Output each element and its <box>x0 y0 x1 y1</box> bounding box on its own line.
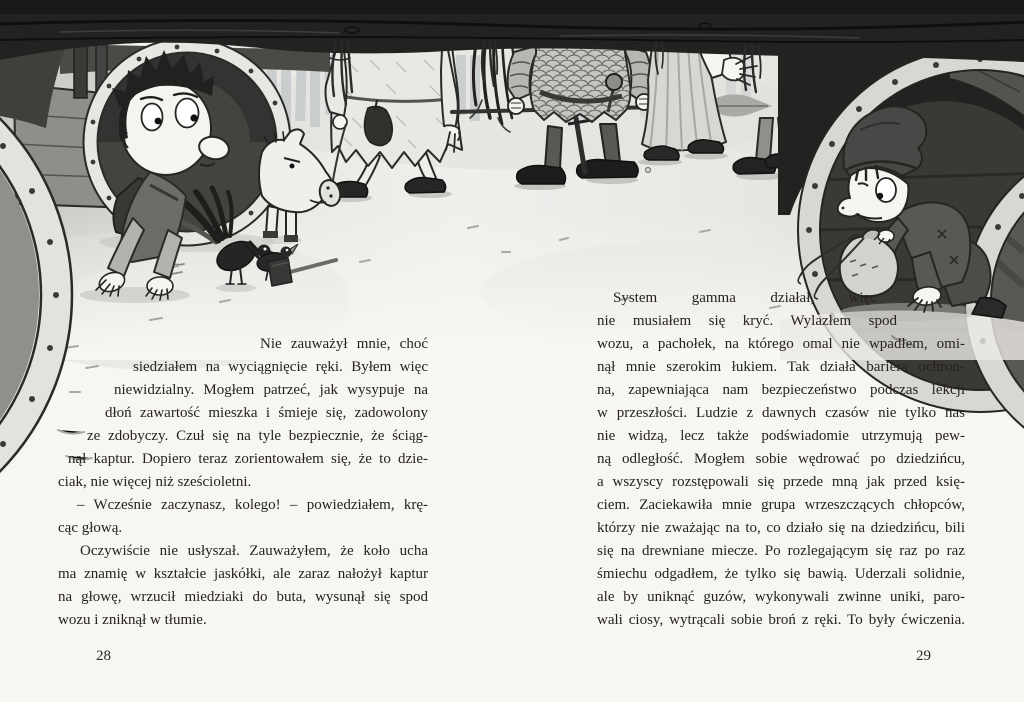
robe-shoe <box>688 140 723 153</box>
text-line: nie musiałem się kryć. Wylazłem spod <box>597 313 897 329</box>
text-line: Oczywiście nie usłyszał. Zauważyłem, że koło ucha <box>80 543 428 559</box>
text-line: się na drewniane miecze. Po rozlegającym się raz po raz <box>597 543 965 559</box>
text-line: Nie zauważył mnie, choć <box>260 336 428 352</box>
beggar-shoe <box>405 178 446 193</box>
guard-boot <box>517 166 566 184</box>
text-line: wali ciosy, wytrącali sobie broń z ręki. To były ćwiczenia. <box>597 612 965 628</box>
text-line: na głowę, wrzucił miedziaki do buta, wysunął się spod <box>58 589 428 605</box>
text-line: którzy nie zważając na to, co działo się na dziedzińcu, bili <box>597 520 965 536</box>
text-line: ciem. Zaciekawiła mnie grupa wrzeszczących chłopców, <box>597 497 965 513</box>
text-line: a wszyscy rozstępowali się przede mną jak przed księ- <box>597 474 965 490</box>
text-line: nie widzą, lecz także podświadomie utrzymują pew- <box>597 428 965 444</box>
text-line: cąc głową. <box>58 520 123 536</box>
text-line: siedziałem na wyciągnięcie ręki. Byłem więc <box>133 359 428 375</box>
page-number-right: 29 <box>916 648 931 664</box>
text-line: niewidzialny. Mogłem patrzeć, jak wysypuje na <box>114 382 428 398</box>
left-page-text <box>58 333 428 632</box>
text-line: na, zapewniająca nam bezpieczeństwo podczas lekcji <box>597 382 965 398</box>
text-line: System gamma działał, więc <box>613 290 877 306</box>
text-line: nął mnie szerokim łukiem. Tak działa bariera ochron- <box>597 359 965 375</box>
text-line: ale by uniknąć guzów, wykonywali zwinne uniki, paro- <box>597 589 965 605</box>
right-page-text <box>597 287 965 632</box>
text-line: – Wcześnie zaczynasz, kolego! – powiedziałem, krę- <box>77 497 428 513</box>
text-line: dłoń zawartość mieszka i śmieje się, zadowolony <box>105 405 428 421</box>
text-line: ciak, nie więcej niż sześcioletni. <box>58 474 252 490</box>
text-line: ma znamię w kształcie jaskółki, ale zaraz nałożył kaptur <box>58 566 428 582</box>
text-line: wozu i zniknął w tłumie. <box>58 612 207 628</box>
beggar-pouch <box>364 106 392 145</box>
page-number-left: 28 <box>96 648 111 664</box>
boy-eye <box>176 99 199 128</box>
boy-hand <box>147 277 173 295</box>
text-line: w przeszłości. Ludzie z dawnych czasów nie tylko nas <box>597 405 965 421</box>
text-line: ze zdobyczy. Czuł się na tyle bezpiecznie, że ściąg- <box>87 428 428 444</box>
text-line: śmiechu odgadłem, że tylko się bawią. Uderzali solidnie, <box>597 566 965 582</box>
guard-fist <box>508 98 524 114</box>
text-line: ną odległość. Mogłem sobie wędrować po dziedzińcu, <box>597 451 965 467</box>
guard-leg <box>545 126 562 168</box>
kid-hand <box>878 230 894 242</box>
boy-eye <box>142 104 163 131</box>
pig-leg <box>286 210 296 238</box>
text-line: nął kaptur. Dopiero teraz zorientowałem się, że to dzie- <box>68 451 428 467</box>
text-line: wozu, a pachołek, na którego omal nie wpadłem, omi- <box>597 336 965 352</box>
